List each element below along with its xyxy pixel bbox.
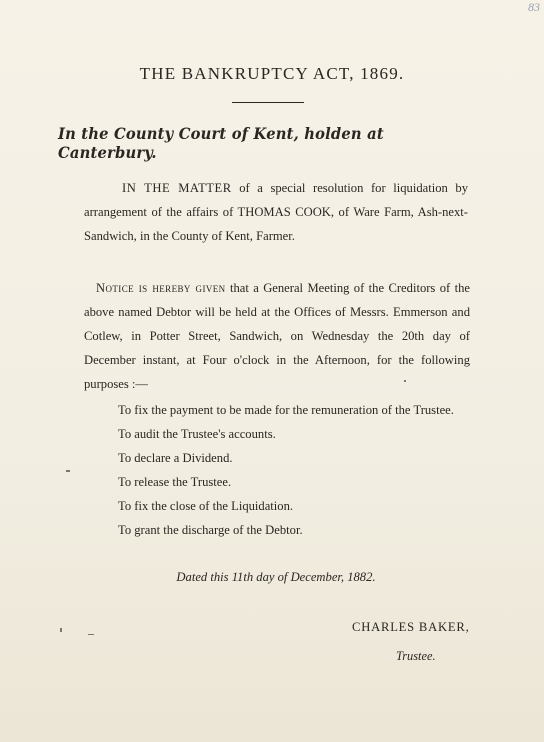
- matter-lead: IN THE MATTER: [122, 181, 232, 195]
- ink-mark: [88, 634, 94, 635]
- ink-mark: [66, 470, 70, 472]
- purpose-item: To declare a Dividend.: [118, 451, 233, 465]
- court-heading: In the County Court of Kent, holden at Canterbury.: [58, 124, 384, 162]
- purpose-item: To release the Trustee.: [118, 475, 232, 489]
- matter-text: of a special resolution for liquidation by arrangement of the affairs of THOMAS COOK, of Ware Farm, Ash-next-Sandwich, in the County of Kent, Farmer.: [84, 181, 469, 243]
- purpose-item: To grant the discharge of the Debtor.: [118, 523, 303, 537]
- ink-mark: [60, 628, 62, 632]
- signatory-role: Trustee.: [396, 649, 436, 663]
- purpose-item: To audit the Trustee's accounts.: [118, 427, 276, 441]
- notice-paragraph: [84, 276, 470, 396]
- purpose-item: To fix the payment to be made for the remuneration of the Trustee.: [118, 403, 454, 417]
- page-number-mark: 83: [528, 0, 540, 14]
- notice-text: that a General Meeting of the Creditors of the above named Debtor will be held at the Offices of Messrs. Emmerson and Cotlew, in Potter Street, Sandwich, on Wednesday the 20th day of December instant, at Four o'clock in the Afternoon, for the following purposes :—: [84, 281, 470, 391]
- notice-lead: Notice is hereby given: [96, 281, 226, 295]
- matter-paragraph: [84, 176, 468, 248]
- ink-mark: [404, 380, 406, 382]
- signature-name: CHARLES BAKER,: [352, 620, 470, 634]
- title-divider: [232, 102, 304, 103]
- purposes-list: [118, 398, 498, 542]
- document-title: THE BANKRUPTCY ACT, 1869.: [139, 64, 405, 83]
- purpose-item: To fix the close of the Liquidation.: [118, 499, 294, 513]
- dated-line: Dated this 11th day of December, 1882.: [176, 570, 376, 584]
